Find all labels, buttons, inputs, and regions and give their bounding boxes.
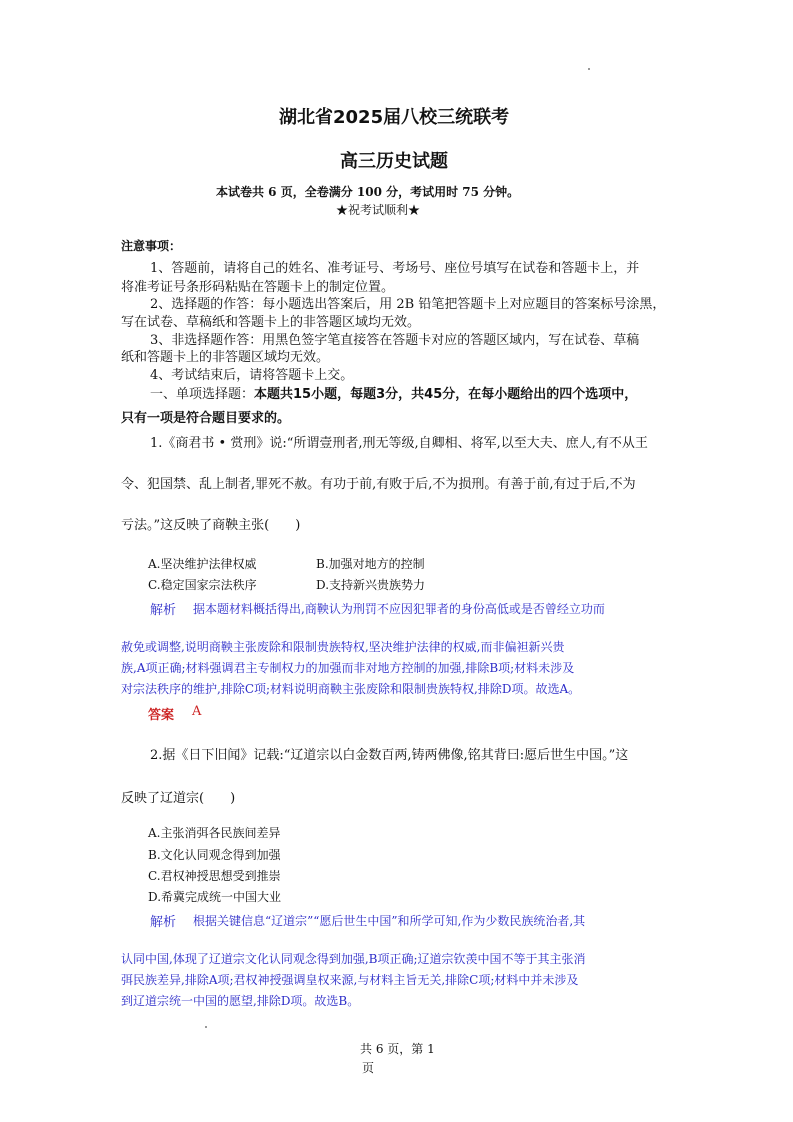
question-2-option-d: D.希冀完成统一中国大业 <box>148 890 282 904</box>
page-title: 湖北省2025届八校三统联考 <box>279 107 510 128</box>
question-2-analysis-label: 解析 <box>150 915 177 930</box>
speck-dot <box>588 68 590 70</box>
question-1-line: 令、犯国禁、乱上制者,罪死不赦。有功于前,有败于后,不为损刑。有善于前,有过于后,不为 <box>121 477 636 492</box>
question-2-analysis-line: 认同中国,体现了辽道宗文化认同观念得到加强,B项正确;辽道宗钦羡中国不等于其主张消 <box>121 952 586 966</box>
question-2-line: 反映了辽道宗( ) <box>121 791 236 806</box>
question-1-option-b: B.加强对地方的控制 <box>316 557 425 571</box>
section-instruction-line2: 只有一项是符合题目要求的。 <box>121 411 291 426</box>
question-1-analysis-line: 据本题材料概括得出,商鞅认为刑罚不应因犯罪者的身份高低或是否曾经立功而 <box>193 602 605 616</box>
section-prefix: 一、单项选择题： <box>150 387 255 402</box>
notice-heading: 注意事项： <box>121 239 182 253</box>
notice-line: 3、非选择题作答：用黑色签字笔直接答在答题卡对应的答题区域内，写在试卷、草稿 <box>150 333 640 348</box>
question-1-option-c: C.稳定国家宗法秩序 <box>148 578 257 592</box>
notice-line: 纸和答题卡上的非答题区域均无效。 <box>121 350 330 365</box>
question-1-answer-label: 答案 <box>148 708 175 723</box>
exam-info: 本试卷共 6 页，全卷满分 100 分，考试用时 75 分钟。 <box>216 185 520 199</box>
question-1-analysis-label: 解析 <box>150 603 177 618</box>
question-1-answer: A <box>192 704 202 719</box>
notice-line: 4、考试结束后，请将答题卡上交。 <box>150 368 354 383</box>
page-footer-line2: 页 <box>362 1061 375 1075</box>
exam-wish: ★祝考试顺利★ <box>336 203 421 217</box>
notice-line: 2、选择题的作答：每小题选出答案后，用 2B 铅笔把答题卡上对应题目的答案标号涂黑， <box>150 297 666 312</box>
page-footer-line1: 共 6 页，第 1 <box>360 1042 435 1056</box>
question-1-option-a: A.坚决维护法律权威 <box>148 557 257 571</box>
question-1-analysis-line: 族,A项正确;材料强调君主专制权力的加强而非对地方控制的加强,排除B项;材料未涉及 <box>121 661 575 675</box>
notice-line: 将准考证号条形码粘贴在答题卡上的制定位置。 <box>121 280 395 295</box>
section-text: 本题共15小题，每题3分，共45分，在每小题给出的四个选项中， <box>254 387 638 402</box>
question-2-analysis-line: 根据关键信息“辽道宗”“愿后世生中国”和所学可知,作为少数民族统治者,其 <box>193 914 586 928</box>
notice-line: 1、答题前，请将自己的姓名、准考证号、考场号、座位号填写在试卷和答题卡上，并 <box>150 261 640 276</box>
speck-dot <box>205 1026 207 1028</box>
question-2-option-b: B.文化认同观念得到加强 <box>148 848 281 862</box>
question-1-option-d: D.支持新兴贵族势力 <box>316 578 426 592</box>
question-2-analysis-line: 弭民族差异,排除A项;君权神授强调皇权来源,与材料主旨无关,排除C项;材料中并未涉及 <box>121 973 579 987</box>
question-1-analysis-line: 对宗法秩序的维护,排除C项;材料说明商鞅主张废除和限制贵族特权,排除D项。故选A。 <box>121 682 581 696</box>
question-1-line: 亏法。”这反映了商鞅主张( ) <box>121 518 301 533</box>
question-1-analysis-line: 赦免或调整,说明商鞅主张废除和限制贵族特权,坚决维护法律的权威,而非偏袒新兴贵 <box>121 640 565 654</box>
notice-line: 写在试卷、草稿纸和答题卡上的非答题区域均无效。 <box>121 315 421 330</box>
question-1-line: 1.《商君书 • 赏刑》说:“所谓壹刑者,刑无等级,自卿相、将军,以至大夫、庶人,有不从王 <box>150 436 648 451</box>
question-2-option-c: C.君权神授思想受到推崇 <box>148 869 281 883</box>
question-2-line: 2.据《日下旧闻》记载:“辽道宗以白金数百两,铸两佛像,铭其背曰:愿后世生中国。”这 <box>150 748 629 763</box>
question-2-option-a: A.主张消弭各民族间差异 <box>148 826 281 840</box>
section-instruction <box>150 383 637 402</box>
question-2-analysis-line: 到辽道宗统一中国的愿望,排除D项。故选B。 <box>121 994 360 1008</box>
page-subtitle: 高三历史试题 <box>340 151 448 172</box>
